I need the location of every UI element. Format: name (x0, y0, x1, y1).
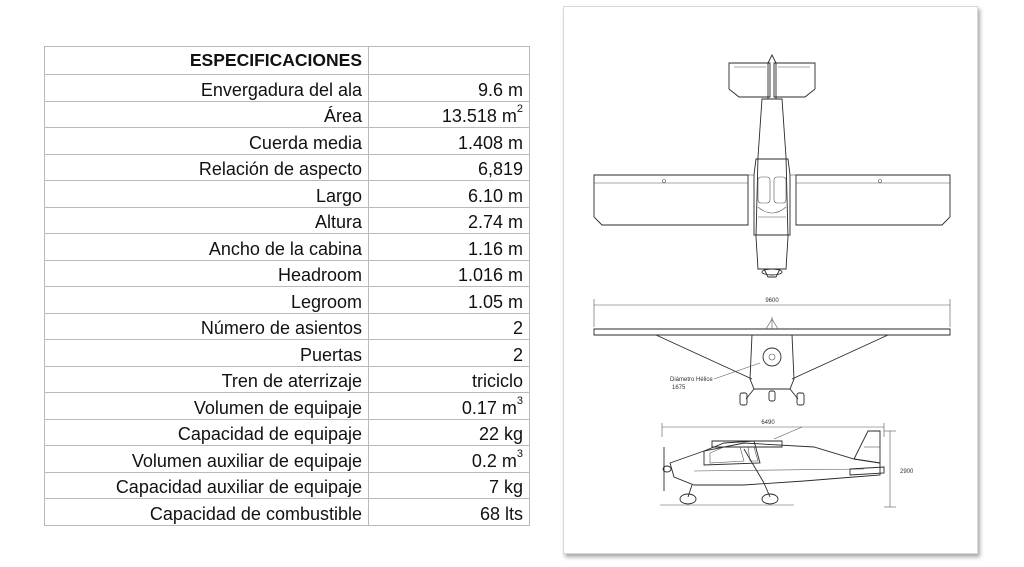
spec-value (369, 393, 530, 420)
spec-value (369, 181, 530, 208)
spec-label: Número de asientos (45, 313, 369, 340)
spec-value-text: 0.2 m (471, 450, 517, 471)
spec-row (45, 234, 530, 261)
spec-value (369, 154, 530, 181)
spec-value-text: 13.518 m (441, 106, 517, 126)
spec-value (369, 234, 530, 261)
front-view (594, 298, 950, 405)
propeller-dimension: 1675 (672, 385, 686, 391)
height-dimension: 2900 (900, 469, 914, 475)
spec-row (45, 366, 530, 393)
spec-value (369, 340, 530, 367)
specifications-header-row (45, 47, 530, 75)
propeller-label: Diámetro Hélice (670, 377, 713, 383)
spec-value (369, 313, 530, 340)
spec-row (45, 181, 530, 208)
spec-value (369, 101, 530, 128)
spec-label: Capacidad de combustible (45, 499, 369, 526)
spec-row (45, 419, 530, 446)
spec-unit-exponent: 3 (516, 447, 523, 460)
spec-value-text: 6.10 m (467, 185, 523, 206)
spec-label: Envergadura del ala (45, 75, 369, 102)
spec-value-text: 1.05 m (467, 291, 523, 312)
spec-value-text: 2.74 m (467, 212, 523, 232)
spec-unit-exponent: 3 (516, 394, 523, 407)
spec-row (45, 340, 530, 367)
spec-value (369, 75, 530, 102)
spec-value-text: 0.17 m (461, 397, 517, 418)
spec-value (369, 472, 530, 499)
spec-value-text: 9.6 m (477, 79, 523, 100)
spec-value (369, 287, 530, 314)
spec-value (369, 446, 530, 473)
spec-value-text: triciclo (471, 371, 523, 391)
spec-value-text: 7 kg (488, 477, 523, 497)
spec-value-text: 6,819 (477, 159, 523, 179)
spec-row (45, 260, 530, 287)
spec-label: Cuerda media (45, 128, 369, 155)
aircraft-three-view-drawing (563, 6, 978, 554)
aircraft-drawing-svg (564, 7, 977, 553)
spec-label: Capacidad de equipaje (45, 419, 369, 446)
spec-value-text: 22 kg (478, 424, 523, 444)
spec-label: Volumen auxiliar de equipaje (45, 446, 369, 473)
spec-label: Relación de aspecto (45, 154, 369, 181)
spec-value-text: 68 lts (479, 503, 523, 524)
spec-label: Headroom (45, 260, 369, 287)
spec-label: Volumen de equipaje (45, 393, 369, 420)
length-dimension: 6490 (761, 420, 775, 426)
span-dimension: 9600 (765, 298, 779, 304)
spec-value (369, 207, 530, 234)
spec-label: Tren de aterrizaje (45, 366, 369, 393)
spec-value (369, 366, 530, 393)
spec-label: Ancho de la cabina (45, 234, 369, 261)
spec-value-text: 2 (512, 318, 523, 338)
spec-label: Área (45, 101, 369, 128)
specifications-title-empty-cell (369, 47, 530, 75)
spec-value-text: 1.016 m (457, 265, 523, 285)
spec-value-text: 1.16 m (467, 238, 523, 259)
spec-row (45, 313, 530, 340)
spec-row (45, 446, 530, 473)
spec-unit-exponent: 2 (516, 103, 523, 115)
spec-label: Altura (45, 207, 369, 234)
spec-row (45, 393, 530, 420)
spec-label: Legroom (45, 287, 369, 314)
spec-label: Largo (45, 181, 369, 208)
spec-row (45, 207, 530, 234)
spec-label: Puertas (45, 340, 369, 367)
spec-value-text: 1.408 m (457, 132, 523, 153)
spec-row (45, 128, 530, 155)
spec-row (45, 472, 530, 499)
spec-row (45, 287, 530, 314)
specifications-table (44, 46, 530, 526)
spec-value (369, 419, 530, 446)
spec-row (45, 101, 530, 128)
spec-row (45, 75, 530, 102)
spec-row (45, 154, 530, 181)
spec-label: Capacidad auxiliar de equipaje (45, 472, 369, 499)
spec-row (45, 499, 530, 526)
specifications-title: ESPECIFICACIONES (45, 47, 369, 75)
spec-value (369, 260, 530, 287)
spec-value-text: 2 (512, 344, 523, 365)
spec-value (369, 499, 530, 526)
side-view (660, 420, 914, 507)
spec-value (369, 128, 530, 155)
top-view (594, 55, 950, 277)
